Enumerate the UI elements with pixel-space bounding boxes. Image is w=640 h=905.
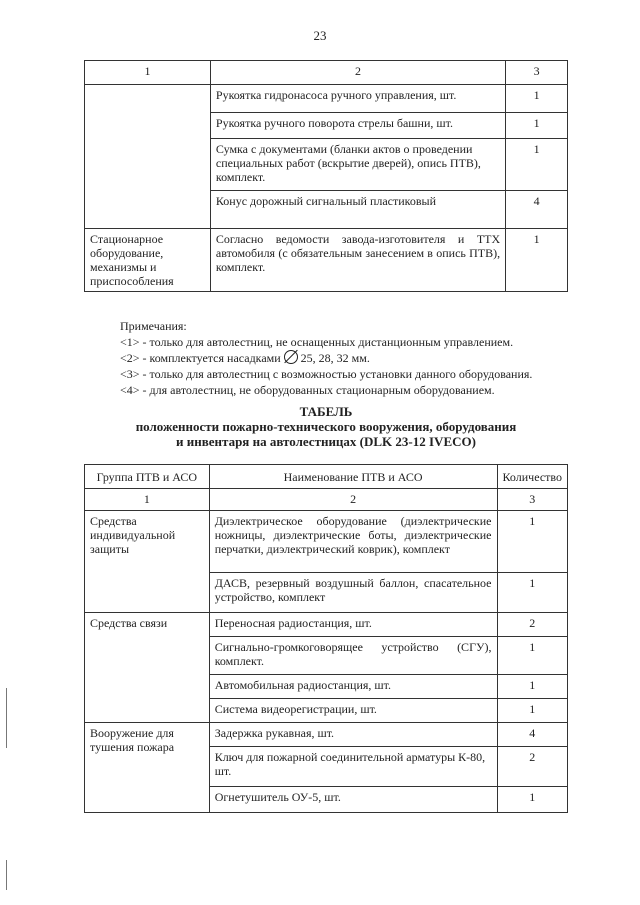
note-2-sizes: 25, 28, 32 мм.: [300, 351, 370, 365]
item-name: Конус дорожный сигнальный пластиковый: [210, 191, 505, 229]
item-qty: 1: [497, 637, 568, 675]
item-qty: 4: [506, 191, 568, 229]
scan-edge-mark: [6, 688, 7, 748]
table-header-row: [85, 61, 568, 85]
column-number-2: 2: [210, 61, 505, 85]
equipment-table-continued: [84, 60, 568, 292]
item-name: ДАСВ, резервный воздушный баллон, спасательное устройство, комплект: [209, 573, 497, 613]
table-row: [85, 723, 568, 747]
column-header-qty: Количество: [497, 465, 568, 489]
column-number-row: [85, 489, 568, 511]
notes: [120, 318, 590, 398]
table-row: [85, 85, 568, 113]
item-name: Задержка рукавная, шт.: [209, 723, 497, 747]
column-number-1: 1: [85, 61, 211, 85]
note-1: <1> - только для автолестниц, не оснащенных дистанционным управлением.: [120, 335, 514, 349]
item-name: Рукоятка ручного поворота стрелы башни, шт.: [210, 113, 505, 139]
note-3: <3> - только для автолестниц с возможностью установки данного оборудования.: [120, 367, 533, 381]
column-number-3: 3: [506, 61, 568, 85]
table-row: [85, 229, 568, 292]
group-cell-empty: [85, 85, 211, 229]
column-header-group: Группа ПТВ и АСО: [85, 465, 210, 489]
note-4: <4> - для автолестниц, не оборудованных стационарным оборудованием.: [120, 383, 495, 397]
item-name: Рукоятка гидронасоса ручного управления, шт.: [210, 85, 505, 113]
title-line-2: положенности пожарно-технического вооружения, оборудования: [135, 419, 517, 434]
item-name: Диэлектрическое оборудование (диэлектрические ножницы, диэлектрические боты, диэлектрические перчатки, диэлектрический коврик), комплект: [209, 511, 497, 573]
item-qty: 1: [506, 229, 568, 292]
item-name: Автомобильная радиостанция, шт.: [209, 675, 497, 699]
page-number: 23: [313, 28, 327, 43]
group-name: Средства связи: [85, 613, 210, 723]
item-qty: 1: [497, 675, 568, 699]
item-qty: 1: [506, 85, 568, 113]
title-line-3: и инвентаря на автолестницах (DLK 23-12 IVECO): [176, 434, 476, 449]
column-header-name: Наименование ПТВ и АСО: [209, 465, 497, 489]
item-name: Переносная радиостанция, шт.: [209, 613, 497, 637]
diameter-icon: [284, 350, 298, 364]
item-qty: 1: [497, 573, 568, 613]
table-title: [84, 404, 568, 449]
column-number-1: 1: [85, 489, 210, 511]
group-name: Вооружение для тушения пожара: [85, 723, 210, 813]
table-row: [85, 511, 568, 573]
table-header-row: [85, 465, 568, 489]
item-name: Огнетушитель ОУ-5, шт.: [209, 787, 497, 813]
column-number-3: 3: [497, 489, 568, 511]
group-name: Средства индивидуальной защиты: [85, 511, 210, 613]
item-name: Согласно ведомости завода-изготовителя и ТТХ автомобиля (с обязательным занесением в опись ПТВ), комплект.: [210, 229, 505, 292]
item-name: Сумка с документами (бланки актов о проведении специальных работ (вскрытие дверей), опись ПТВ), комплект.: [210, 139, 505, 191]
item-qty: 1: [506, 139, 568, 191]
notes-title: Примечания:: [120, 319, 187, 333]
item-qty: 2: [497, 747, 568, 787]
item-name: Ключ для пожарной соединительной арматуры К-80, шт.: [209, 747, 497, 787]
item-qty: 4: [497, 723, 568, 747]
note-2: [120, 350, 590, 366]
item-qty: 1: [497, 699, 568, 723]
group-name: Стационарное оборудование, механизмы и приспособления: [85, 229, 211, 292]
item-name: Сигнально-громкоговорящее устройство (СГУ), комплект.: [209, 637, 497, 675]
item-name: Система видеорегистрации, шт.: [209, 699, 497, 723]
column-number-2: 2: [209, 489, 497, 511]
table-row: [85, 613, 568, 637]
title-line-1: ТАБЕЛЬ: [299, 404, 353, 419]
item-qty: 2: [497, 613, 568, 637]
item-qty: 1: [506, 113, 568, 139]
item-qty: 1: [497, 511, 568, 573]
scan-edge-mark: [6, 860, 7, 890]
item-qty: 1: [497, 787, 568, 813]
note-2-text: <2> - комплектуется насадками: [120, 351, 281, 365]
equipment-table: [84, 464, 568, 813]
